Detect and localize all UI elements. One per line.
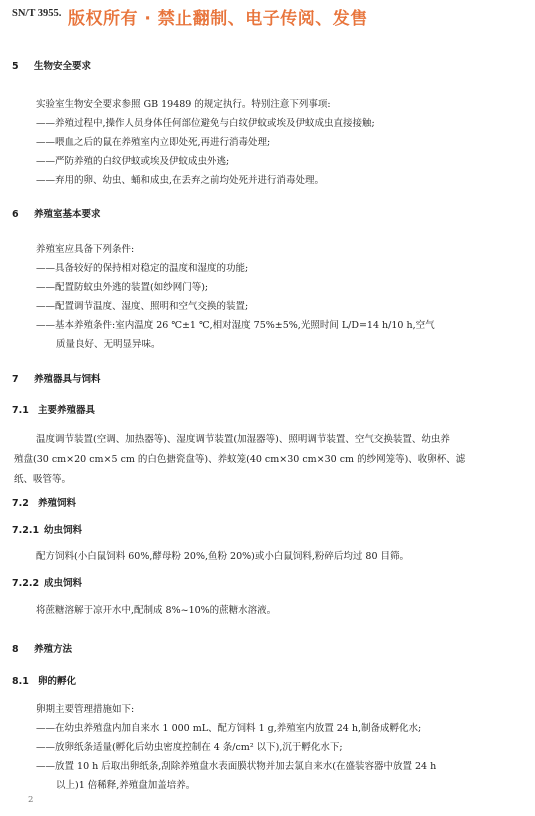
- section-title: 养殖方法: [34, 644, 73, 655]
- page-number: 2: [28, 795, 34, 805]
- section-6-intro: 养殖室应具备下列条件:: [36, 244, 135, 255]
- section-title: 养殖饲料: [38, 498, 77, 509]
- section-number: 7.2.1: [12, 525, 40, 536]
- paragraph-line: 将蔗糖溶解于凉开水中,配制成 8%~10%的蔗糖水溶液。: [36, 605, 277, 616]
- section-5-intro: 实验室生物安全要求参照 GB 19489 的规定执行。特别注意下列事项:: [36, 99, 331, 110]
- section-6-heading: [12, 206, 101, 220]
- section-number: 6: [12, 209, 19, 220]
- section-7-heading: [12, 371, 101, 385]
- subsection-7-2-2-heading: [12, 575, 82, 589]
- paragraph-line: 殖盘(30 cm×20 cm×5 cm 的白色搪瓷盘等)、养蚊笼(40 cm×30 cm×30 cm 的纱网笼等)、收卵杯、滤: [14, 454, 466, 465]
- section-number: 7.2.2: [12, 578, 40, 589]
- section-5-heading: [12, 58, 91, 72]
- list-item: ——配置防蚊虫外逃的装置(如纱网门等);: [36, 282, 209, 293]
- section-title: 卵的孵化: [38, 676, 77, 687]
- list-item: ——放置 10 h 后取出卵纸条,刮除养殖盘水表面膜状物并加去氯自来水(在盛装容器中放置 24 h: [36, 761, 437, 772]
- section-number: 7.2: [12, 498, 29, 509]
- list-item-continuation: 以上)1 倍稀释,养殖盘加盖培养。: [56, 780, 196, 791]
- list-item: ——在幼虫养殖盘内加自来水 1 000 mL、配方饲料 1 g,养殖室内放置 24 h,制备成孵化水;: [36, 723, 422, 734]
- list-item: ——弃用的卵、幼虫、蛹和成虫,在丢弃之前均处死并进行消毒处理。: [36, 175, 325, 186]
- subsection-8-1-heading: [12, 673, 76, 687]
- list-item-continuation: 质量良好、无明显异味。: [56, 339, 161, 350]
- list-item: ——基本养殖条件:室内温度 26 ℃±1 ℃,相对湿度 75%±5%,光照时间 L/D=14 h/10 h,空气: [36, 320, 435, 331]
- section-8-heading: [12, 641, 72, 655]
- list-item: ——养殖过程中,操作人员身体任何部位避免与白纹伊蚊或埃及伊蚊成虫直接接触;: [36, 118, 375, 129]
- section-8-1-intro: 卵期主要管理措施如下:: [36, 704, 135, 715]
- subsection-7-2-1-heading: [12, 522, 82, 536]
- section-number: 7.1: [12, 405, 29, 416]
- copyright-watermark: 版权所有 · 禁止翻制、电子传阅、发售: [68, 9, 368, 29]
- list-item: ——配置调节温度、湿度、照明和空气交换的装置;: [36, 301, 249, 312]
- section-title: 养殖器具与饲料: [34, 374, 101, 385]
- section-number: 5: [12, 61, 19, 72]
- subsection-7-1-heading: [12, 402, 95, 416]
- section-title: 养殖室基本要求: [34, 209, 101, 220]
- subsection-7-2-heading: [12, 495, 76, 509]
- paragraph-line: 纸、吸管等。: [14, 474, 72, 485]
- list-item: ——喂血之后的鼠在养殖室内立即处死,再进行消毒处理;: [36, 137, 271, 148]
- section-title: 成虫饲料: [44, 578, 83, 589]
- section-title: 主要养殖器具: [38, 405, 96, 416]
- list-item: ——放卵纸条适量(孵化后幼虫密度控制在 4 条/cm² 以下),沉于孵化水下;: [36, 742, 343, 753]
- section-number: 8: [12, 644, 19, 655]
- list-item: ——严防养殖的白纹伊蚊或埃及伊蚊成虫外逃;: [36, 156, 230, 167]
- section-title: 幼虫饲料: [44, 525, 83, 536]
- section-number: 8.1: [12, 676, 29, 687]
- paragraph-line: 配方饲料(小白鼠饲料 60%,酵母粉 20%,鱼粉 20%)或小白鼠饲料,粉碎后均过 80 目筛。: [36, 551, 410, 562]
- standard-code: SN/T 3955.: [12, 8, 62, 19]
- section-number: 7: [12, 374, 19, 385]
- list-item: ——具备较好的保持相对稳定的温度和湿度的功能;: [36, 263, 249, 274]
- section-title: 生物安全要求: [34, 61, 92, 72]
- paragraph-line: 温度调节装置(空调、加热器等)、湿度调节装置(加湿器等)、照明调节装置、空气交换装置、幼虫养: [36, 434, 450, 445]
